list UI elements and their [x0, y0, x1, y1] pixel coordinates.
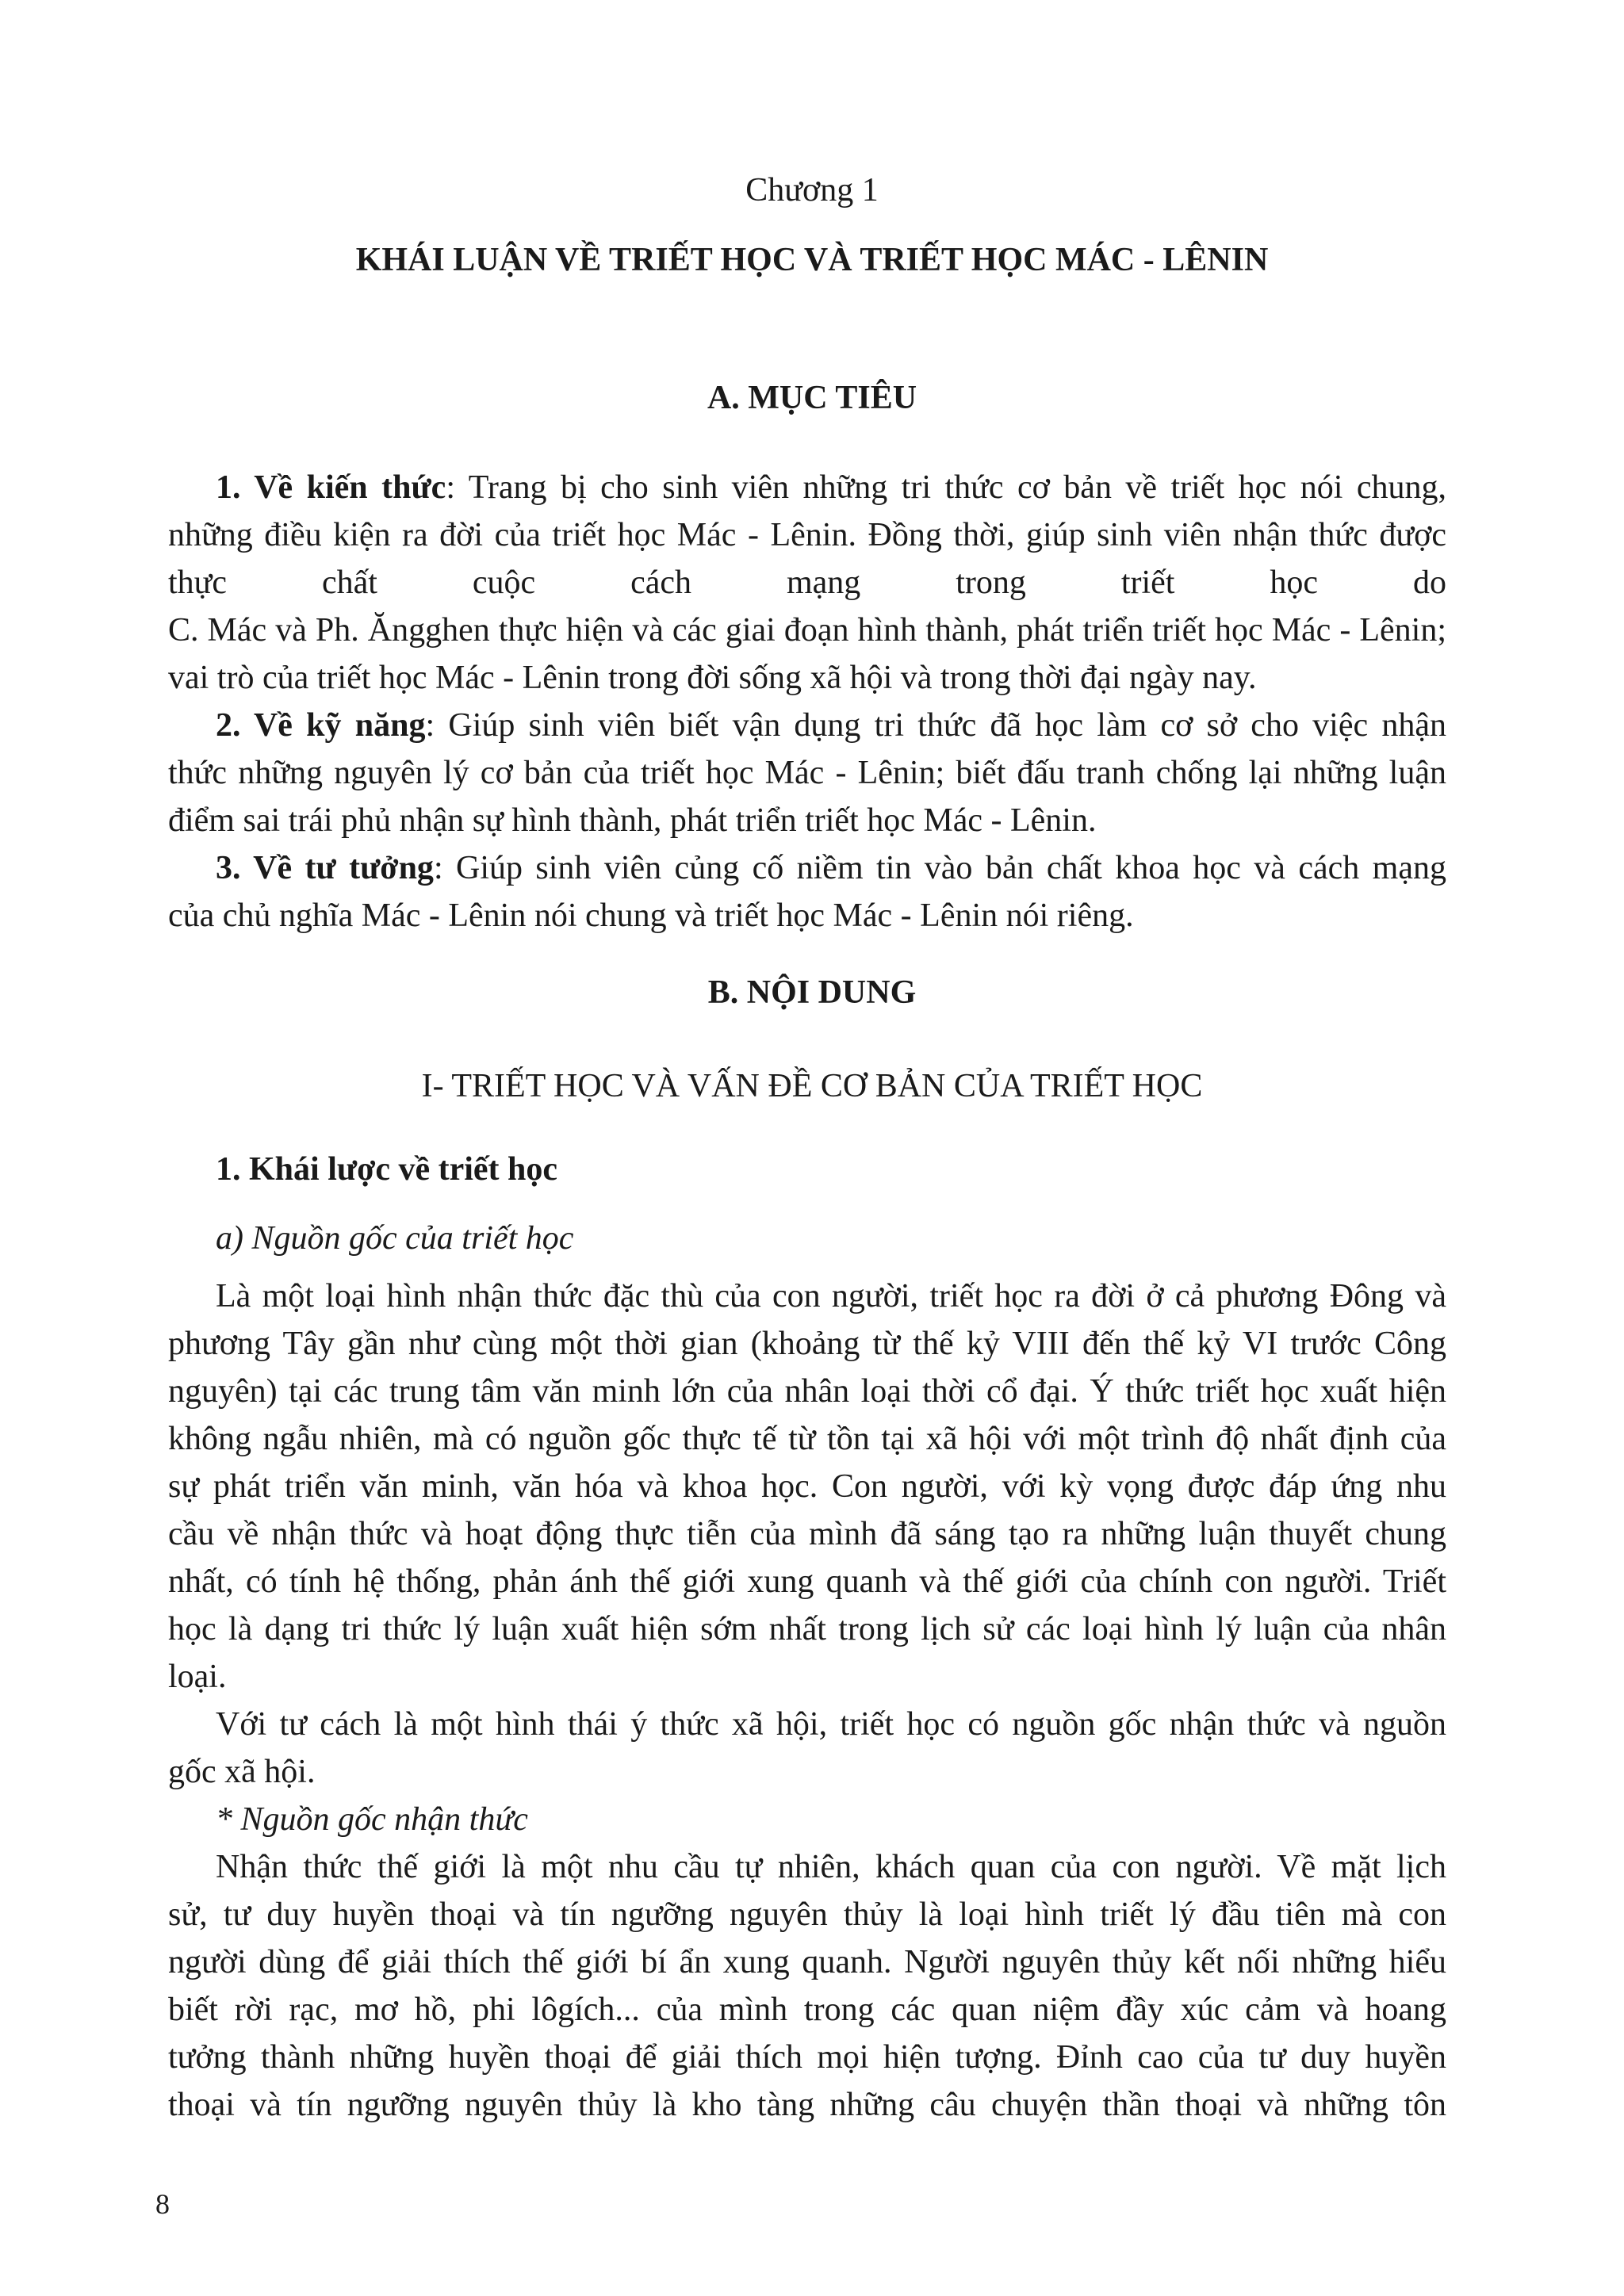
text-line: Với tư cách là một hình thái ý thức xã hội, triết học có nguồn gốc nhận thức và nguồn — [216, 1706, 1446, 1743]
section-b-title: B. NỘI DUNG — [707, 974, 917, 1011]
text-line: cầu về nhận thức và hoạt động thực tiễn của mình đã sáng tạo ra những luận thuyết chung — [168, 1516, 1446, 1552]
objective-skill-line: 2. Về kỹ năng: Giúp sinh viên biết vận dụng tri thức đã học làm cơ sở cho việc nhận — [216, 707, 1446, 744]
text-line: loại. — [168, 1659, 227, 1695]
objective-thought-line: 3. Về tư tưởng: Giúp sinh viên củng cố niềm tin vào bản chất khoa học và cách mạng — [216, 850, 1446, 886]
objective-knowledge-line: 1. Về kiến thức: Trang bị cho sinh viên những tri thức cơ bản về triết học nói chung, — [216, 469, 1446, 506]
text-line: thức những nguyên lý cơ bản của triết học Mác - Lênin; biết đấu tranh chống lại những luận — [168, 755, 1446, 791]
text-line: phương Tây gần như cùng một thời gian (khoảng từ thế kỷ VIII đến thế kỷ VI trước Công — [168, 1326, 1446, 1362]
text-line: điểm sai trái phủ nhận sự hình thành, phát triển triết học Mác - Lênin. — [168, 802, 1097, 839]
text-line: biết rời rạc, mơ hồ, phi lôgích... của mình trong các quan niệm đầy xúc cảm và hoang — [168, 1992, 1446, 2028]
heading-khai-luoc: 1. Khái lược về triết học — [216, 1151, 558, 1188]
text-line: thực chất cuộc cách mạng trong triết học do — [168, 564, 1446, 601]
text-line: những điều kiện ra đời của triết học Mác - Lênin. Đồng thời, giúp sinh viên nhận thức được — [168, 517, 1446, 553]
part-i-title: I- TRIẾT HỌC VÀ VẤN ĐỀ CƠ BẢN CỦA TRIẾT HỌC — [421, 1068, 1203, 1104]
text-line: vai trò của triết học Mác - Lênin trong đời sống xã hội và trong thời đại ngày nay. — [168, 660, 1257, 696]
text-line: gốc xã hội. — [168, 1754, 316, 1790]
objective-thought-label: 3. Về tư tưởng — [216, 850, 434, 886]
text-line: sự phát triển văn minh, văn hóa và khoa học. Con người, với kỳ vọng được đáp ứng nhu — [168, 1468, 1446, 1505]
text-line: người dùng để giải thích thế giới bí ẩn xung quanh. Người nguyên thủy kết nối những hiểu — [168, 1944, 1446, 1980]
section-a-title: A. MỤC TIÊU — [707, 380, 917, 416]
text-line: Nhận thức thế giới là một nhu cầu tự nhiên, khách quan của con người. Về mặt lịch — [216, 1849, 1446, 1885]
page-number: 8 — [155, 2188, 170, 2220]
text-line: thoại và tín ngưỡng nguyên thủy là kho tàng những câu chuyện thần thoại và những tôn — [168, 2087, 1446, 2123]
text-line: nhất, có tính hệ thống, phản ánh thế giới xung quanh và thế giới của chính con người. Triết — [168, 1563, 1446, 1600]
subheading-nhan-thuc: * Nguồn gốc nhận thức — [216, 1801, 528, 1838]
text-line: tưởng thành những huyền thoại để giải thích mọi hiện tượng. Đỉnh cao của tư duy huyền — [168, 2039, 1446, 2076]
heading-nguon-goc: a) Nguồn gốc của triết học — [216, 1220, 574, 1257]
chapter-title: KHÁI LUẬN VỀ TRIẾT HỌC VÀ TRIẾT HỌC MÁC - LÊNIN — [355, 242, 1269, 278]
text-line: C. Mác và Ph. Ăngghen thực hiện và các giai đoạn hình thành, phát triển triết học Mác - Lênin; — [168, 612, 1446, 649]
text-line: nguyên) tại các trung tâm văn minh lớn của nhân loại thời cổ đại. Ý thức triết học xuất hiện — [168, 1373, 1446, 1410]
objective-skill-label: 2. Về kỹ năng — [216, 707, 426, 744]
section-a-body — [168, 464, 1446, 939]
text-line: không ngẫu nhiên, mà có nguồn gốc thực tế từ tồn tại xã hội với một trình độ nhất định của — [168, 1421, 1446, 1457]
text-line: sử, tư duy huyền thoại và tín ngưỡng nguyên thủy là loại hình triết lý đầu tiên mà con — [168, 1896, 1446, 1933]
text-line: Là một loại hình nhận thức đặc thù của con người, triết học ra đời ở cả phương Đông và — [216, 1278, 1446, 1314]
section-b-body — [168, 1272, 1446, 2129]
text-line: của chủ nghĩa Mác - Lênin nói chung và triết học Mác - Lênin nói riêng. — [168, 897, 1134, 934]
chapter-number: Chương 1 — [745, 172, 879, 209]
objective-knowledge-label: 1. Về kiến thức — [216, 469, 446, 506]
text-line: học là dạng tri thức lý luận xuất hiện sớm nhất trong lịch sử các loại hình lý luận của nhân — [168, 1611, 1446, 1647]
